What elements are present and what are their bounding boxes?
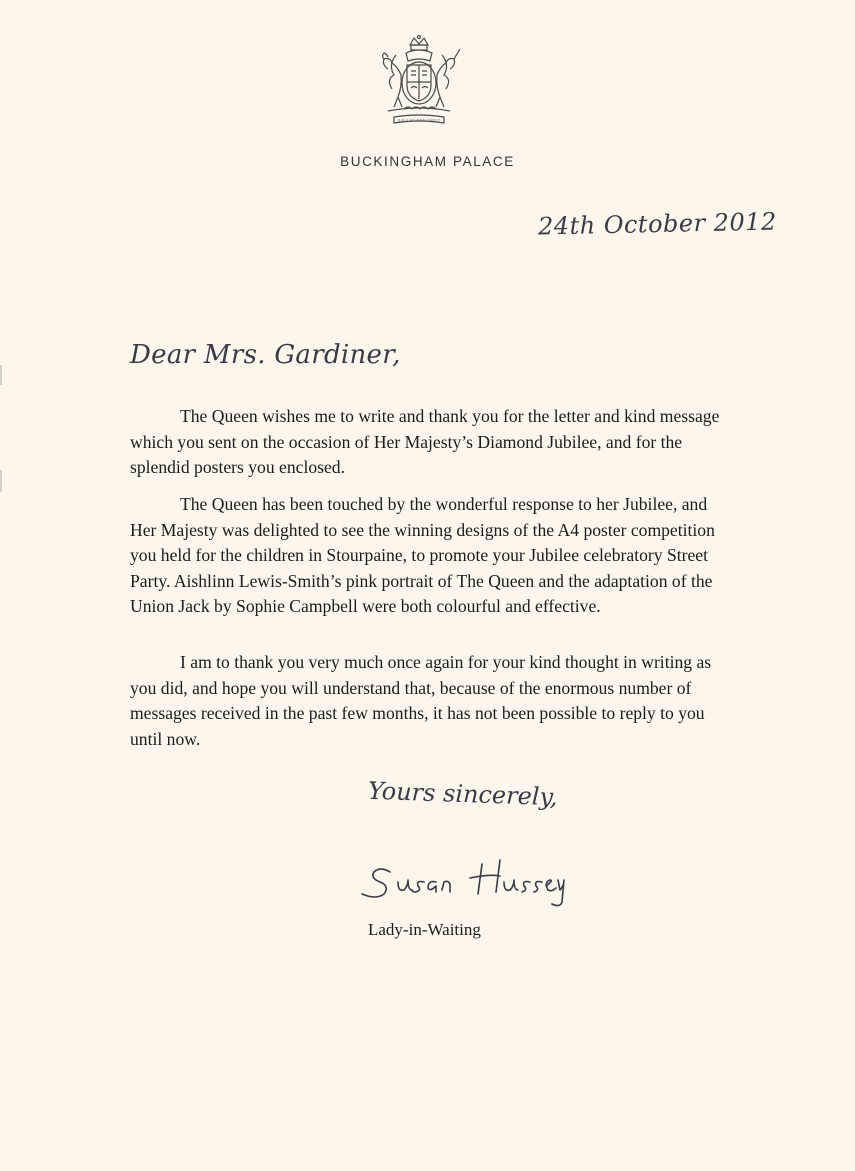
signatory-title: Lady-in-Waiting [368, 920, 481, 939]
body-paragraph-3 [130, 650, 730, 752]
paper-edge-mark [0, 470, 2, 492]
body-paragraph-1 [130, 404, 730, 481]
closing: Yours sincerely, [367, 776, 558, 812]
royal-crest-icon [374, 35, 464, 131]
paper-edge-mark [0, 365, 2, 385]
paragraph-text: I am to thank you very much once again for your kind thought in writing as you did, and hope you will understand that, because of the enormous number of messages received in the past few months, it has not been possible to reply to you until now. [130, 652, 712, 749]
paragraph-text: The Queen has been touched by the wonderful response to her Jubilee, and Her Majesty was delighted to see the winning designs of the A4 poster competition you held for the children in Stourpaine, to promote your Jubilee celebratory Street Party. Aishlinn Lewis-Smith’s pink portrait of The Queen and the adaptation of the Union Jack by Sophie Campbell were both colourful and effective. [130, 494, 715, 616]
letter-date: 24th October 2012 [537, 207, 778, 241]
paragraph-text: The Queen wishes me to write and thank you for the letter and kind message which you sent on the occasion of Her Majesty’s Diamond Jubilee, and for the splendid posters you enclosed. [130, 406, 720, 477]
salutation: Dear Mrs. Gardiner, [130, 340, 401, 370]
letterhead-sender: BUCKINGHAM PALACE [340, 154, 515, 169]
body-paragraph-2 [130, 492, 730, 620]
svg-text:DIEU ET MON DROIT: DIEU ET MON DROIT [398, 118, 440, 123]
handwritten-signature [350, 850, 570, 910]
